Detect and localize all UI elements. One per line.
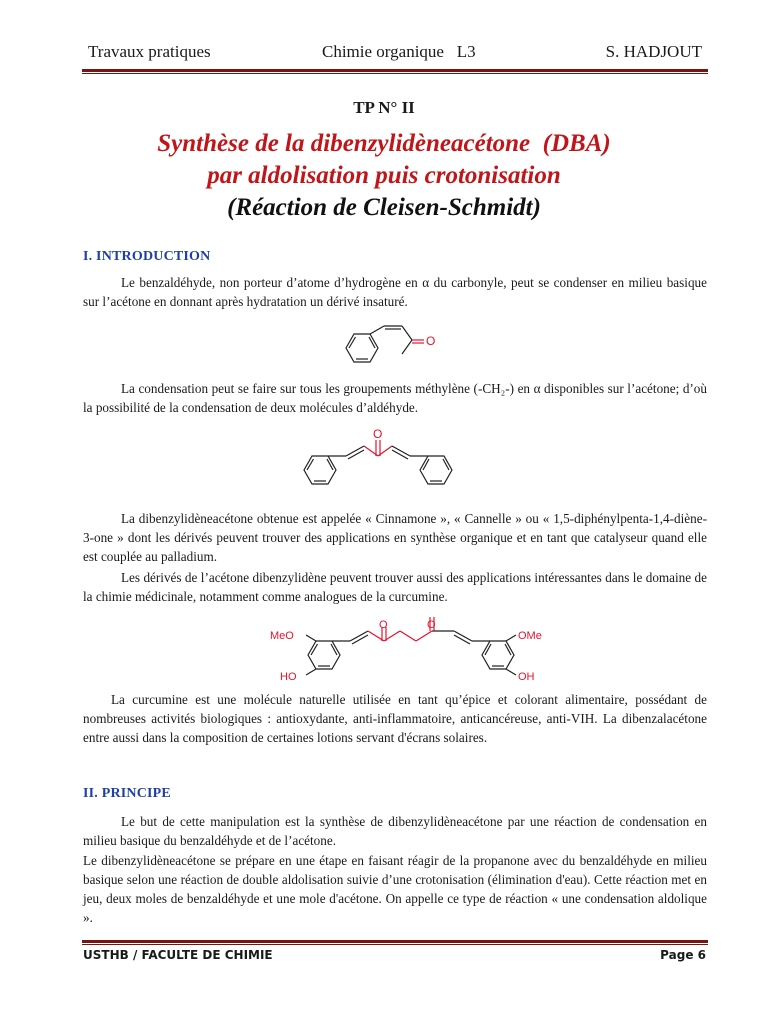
molecule-1-oxygen: O	[426, 334, 436, 348]
title-line-1: Synthèse de la dibenzylidèneacétone (DBA)	[157, 130, 611, 157]
tp-number: TP N° II	[353, 98, 415, 117]
molecule-3-oh-right: OH	[518, 671, 535, 683]
molecule-3-ho-left: HO	[280, 671, 297, 683]
molecule-2-oxygen: O	[373, 427, 383, 441]
paragraph-3: La dibenzylidèneacétone obtenue est appelée « Cinnamone », « Cannelle » ou « 1,5-diphénylpenta-1,4-diène-3-one » dont les dérivés peuvent trouver des applications en synthèse organique et en tant que catalyseur quand elle est couplée au palladium.	[83, 511, 707, 564]
molecule-curcumin	[262, 617, 562, 689]
page-header	[82, 42, 708, 68]
page-number: Page 6	[660, 948, 706, 962]
header-right-text: S. HADJOUT	[605, 42, 702, 61]
title-line-3: (Réaction de Cleisen-Schmidt)	[227, 194, 541, 221]
footer-rule-thin	[82, 944, 708, 945]
paragraph-7: Le dibenzylidèneacétone se prépare en une étape en faisant réagir de la propanone avec du benzaldéhyde en milieu basique selon une réaction de double aldolisation suivie d’une crotonisation (élimination d'eau). Cette réaction met en jeu, deux moles de benzaldéhyde et une mole d'acétone. On appelle ce type de réaction « une condensation aldolique ».	[83, 853, 707, 925]
footer-rule-thick	[82, 940, 708, 943]
paragraph-6: Le but de cette manipulation est la synthèse de dibenzylidèneacétone par une réaction de condensation en milieu basique du benzaldéhyde et de l’acétone.	[83, 814, 707, 848]
paragraph-2: La condensation peut se faire sur tous les groupements méthylène (-CH₂-) en α disponibles sur l’acétone; d’où la possibilité de la condensation de deux molécules d’aldéhyde.	[83, 381, 707, 415]
paragraph-4: Les dérivés de l’acétone dibenzylidène peuvent trouver aussi des applications intéressantes dans le domaine de la chimie médicinale, notamment comme analogues de la curcumine.	[83, 570, 707, 604]
molecule-3-oxygen-2: O	[427, 619, 436, 631]
molecule-dibenzylideneacetone	[298, 426, 498, 496]
header-left-text: Travaux pratiques	[88, 42, 211, 61]
header-rule-thin	[82, 73, 708, 74]
header-center-text: Chimie organique L3	[322, 42, 476, 61]
molecule-3-ome-right: OMe	[518, 630, 542, 642]
page-footer	[83, 948, 708, 962]
header-rule-thick	[82, 69, 708, 72]
molecule-3-meo-left: MeO	[270, 630, 294, 642]
molecule-3-oxygen-1: O	[379, 619, 388, 631]
title-line-2: par aldolisation puis crotonisation	[207, 162, 561, 189]
molecule-benzalacetone	[340, 318, 460, 370]
footer-left-text: USTHB / FACULTE DE CHIMIE	[83, 948, 273, 962]
section-heading-introduction: I. INTRODUCTION	[83, 249, 211, 264]
paragraph-5: La curcumine est une molécule naturelle utilisée en tant qu’épice et colorant alimentaire, possédant de nombreuses activités biologiques : antioxydante, anti-inflammatoire, anticancéreuse, anti-VIH. La dibenzalacétone entre aussi dans la composition de certaines lotions servant d'écrans solaires.	[83, 692, 707, 745]
paragraph-1: Le benzaldéhyde, non porteur d’atome d’hydrogène en α du carbonyle, peut se condenser en milieu basique sur l’acétone en donnant après hydratation un dérivé insaturé.	[83, 275, 707, 309]
section-heading-principe: II. PRINCIPE	[83, 786, 171, 801]
